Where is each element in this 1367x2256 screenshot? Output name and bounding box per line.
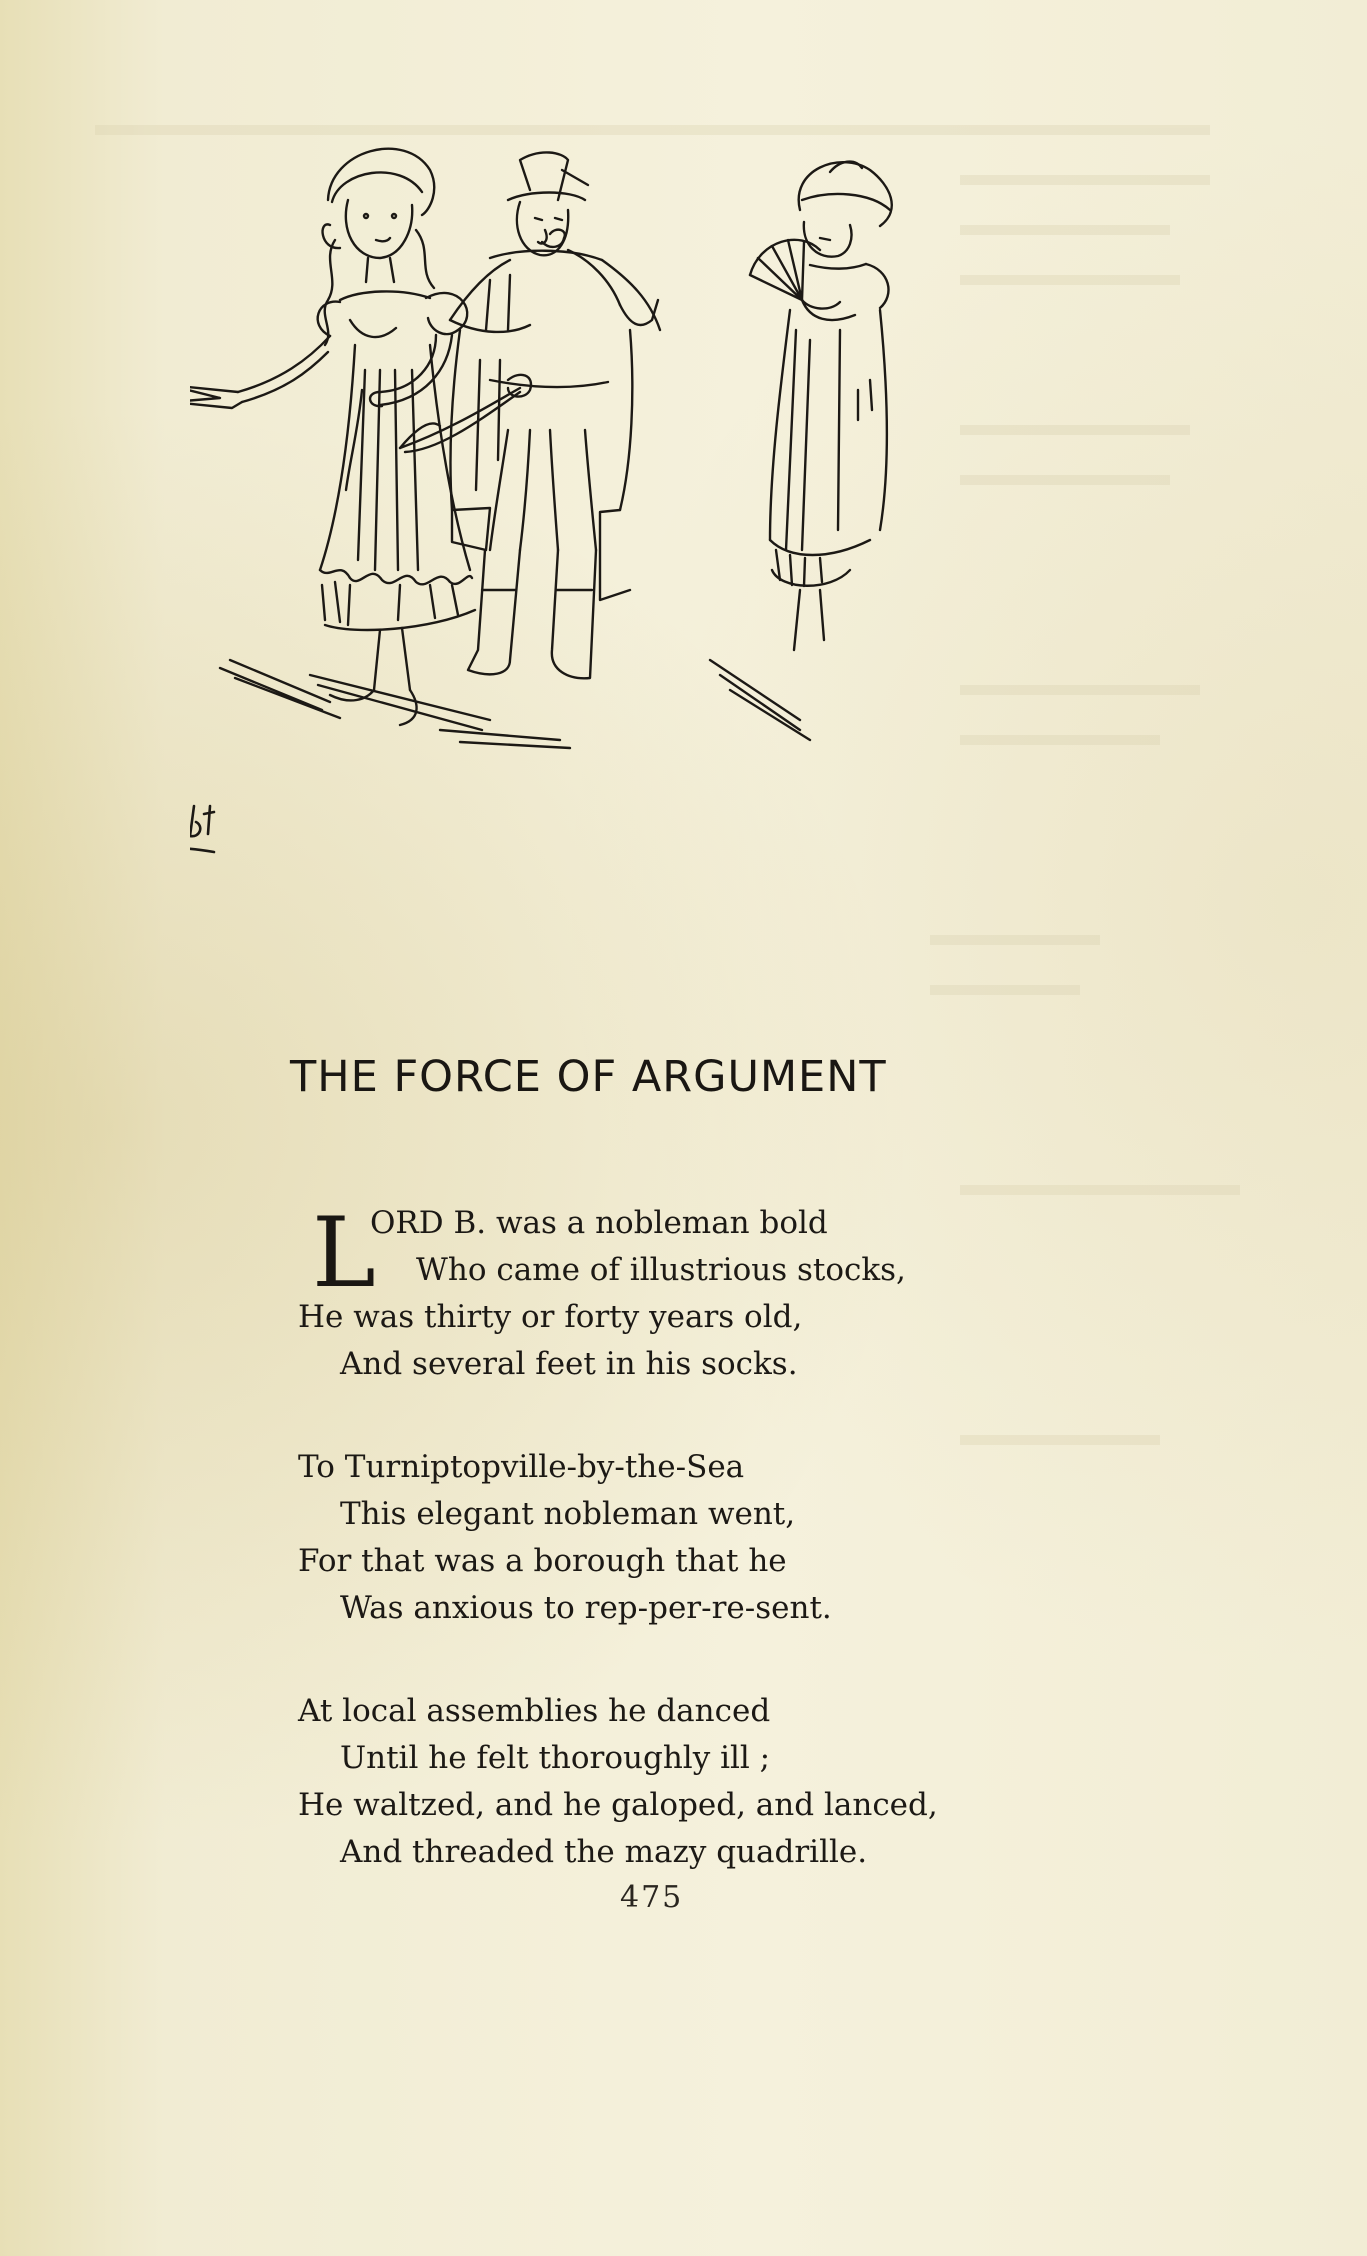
poem-title: THE FORCE OF ARGUMENT	[290, 1052, 887, 1102]
poem-line: And threaded the mazy quadrille.	[340, 1834, 868, 1870]
poem-line: Until he felt thoroughly ill ;	[340, 1740, 771, 1776]
drop-capital: L	[312, 1197, 376, 1309]
stanza-3	[298, 1688, 1058, 1876]
stanza-1	[298, 1197, 1058, 1388]
stanza-2	[298, 1444, 1058, 1632]
poem-line: This elegant nobleman went,	[340, 1496, 796, 1532]
bab-signature	[190, 806, 214, 852]
three-figures-drawing	[190, 130, 1090, 890]
poem-line: He was thirty or forty years old,	[298, 1299, 803, 1335]
lady-figure	[710, 162, 892, 740]
poem-line: Who came of illustrious stocks,	[416, 1252, 906, 1288]
poem-line: He waltzed, and he galoped, and lanced,	[298, 1787, 938, 1823]
girl-figure	[190, 149, 475, 725]
figure-illustration	[190, 130, 1090, 890]
poem-line: Was anxious to rep-per-re-sent.	[340, 1590, 832, 1626]
page-number: 475	[620, 1880, 684, 1915]
poem-line: At local assemblies he danced	[298, 1693, 771, 1729]
poem-line: For that was a borough that he	[298, 1543, 787, 1579]
poem-line: And several feet in his socks.	[340, 1346, 798, 1382]
poem-body	[298, 1197, 1058, 1932]
poem-line: ORD B. was a nobleman bold	[370, 1205, 828, 1241]
poem-line: To Turniptopville-by-the-Sea	[298, 1449, 745, 1485]
